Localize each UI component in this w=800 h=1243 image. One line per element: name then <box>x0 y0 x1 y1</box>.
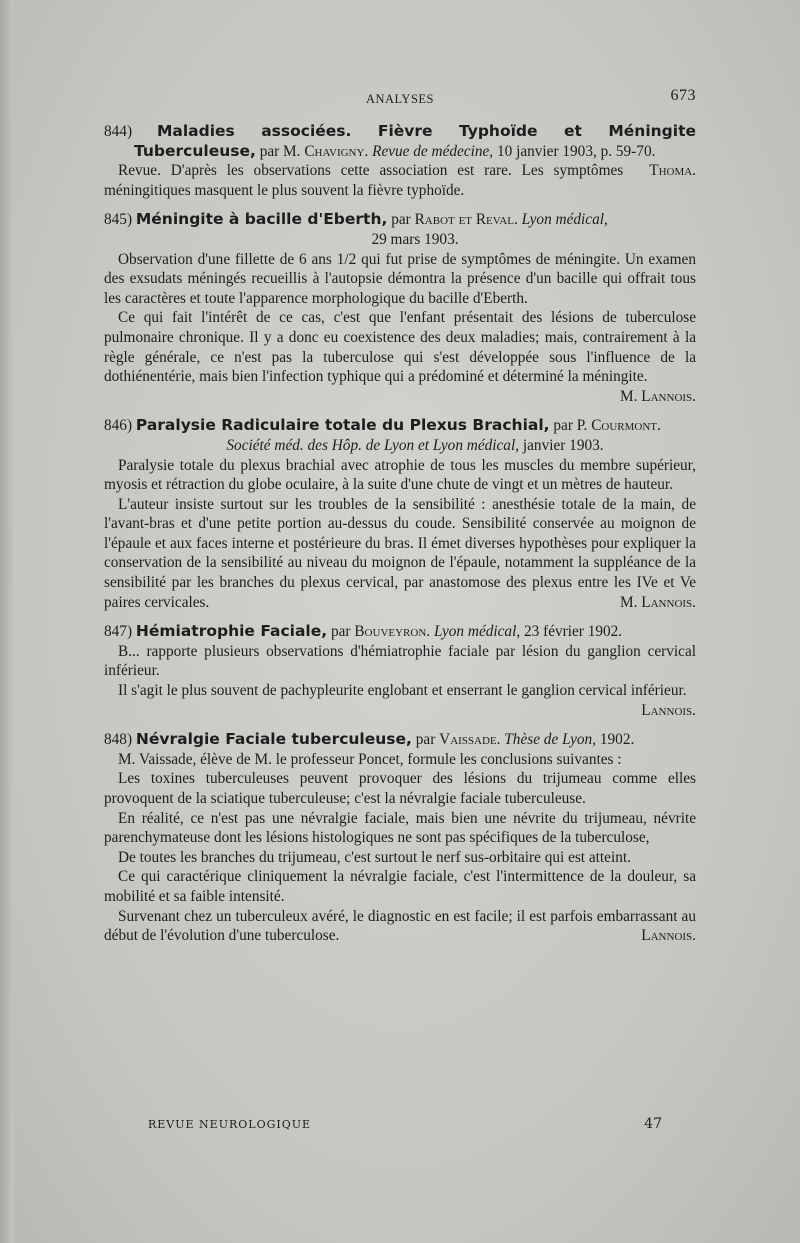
paragraph-text: Paralysie totale du plexus brachial avec atrophie de tous les muscles du membre supérieur, myosis et rétraction du globe oculaire, à la suite d'une chute de vingt et un mètres de hauteur. <box>104 456 696 494</box>
reviewer-signature: Thoma. <box>649 162 696 180</box>
abstract-entry <box>104 122 696 200</box>
entry-author: Rabot et Reval. <box>414 211 518 229</box>
reviewer-signature: Lannois. <box>641 927 696 945</box>
entry-title: Maladies associées. Fièvre Typhoïde et Méningite Tuberculeuse, <box>134 122 697 160</box>
entry-heading <box>104 622 696 642</box>
entry-paragraph <box>104 642 696 681</box>
entry-source: Thèse de Lyon, <box>504 731 597 749</box>
page-footer <box>148 1118 662 1131</box>
reviewer-signature: M. Lannois. <box>620 593 696 611</box>
entry-number: 844) <box>104 123 133 140</box>
entry-number: 846) <box>104 417 133 435</box>
entry-by: par <box>330 623 351 641</box>
entry-paragraph <box>104 769 696 808</box>
entry-paragraph <box>104 456 696 495</box>
entry-paragraph <box>104 750 696 770</box>
page-body <box>104 82 696 946</box>
entry-heading <box>104 730 696 750</box>
entry-paragraph <box>104 161 696 200</box>
entry-title: Névralgie Faciale tuberculeuse, <box>135 730 412 749</box>
page-number: 673 <box>670 87 696 104</box>
paragraph-text: Revue. D'après les observations cette association est rare. Les symptômes méningitiques masquent le plus souvent la fièvre typhoïde. <box>104 162 624 199</box>
reviewer-signature: M. Lannois. <box>620 387 696 405</box>
entry-details: 23 février 1902. <box>523 623 623 641</box>
entry-title: Méningite à bacille d'Eberth, <box>135 210 388 229</box>
entry-details: 1902. <box>599 731 635 749</box>
paragraph-text: Observation d'une fillette de 6 ans 1/2 qui fut prise de symptômes de méningite. Un examen des exsudats méningés recueillis à l'autopsie démontra la présence d'un bacille qui offrait tous les caractères et toute l'apparence morphologique du bacille d'Eberth. <box>104 250 696 307</box>
paragraph-text: Ce qui fait l'intérêt de ce cas, c'est que l'enfant présentait des lésions de tuberculose pulmonaire chronique. Il y a donc eu coexistence des deux maladies; mais, contrairement à la règle générale, ce n'est pas la tuberculose qui s'est développée sous l'influence de la dothiénentérie, mais bien l'infection typhique qui a prédominé et déterminé la méningite. <box>104 309 696 386</box>
entry-paragraph <box>104 848 696 868</box>
entry-by: par M. <box>259 142 301 160</box>
entry-paragraph <box>104 308 696 406</box>
entry-source: Lyon médical, <box>433 623 521 641</box>
entry-paragraph <box>104 250 696 309</box>
abstract-entry <box>104 730 696 946</box>
abstract-entry <box>104 622 696 720</box>
entry-paragraph <box>104 867 696 906</box>
entry-paragraph <box>104 495 696 613</box>
abstract-entry <box>104 210 696 406</box>
entry-source: Lyon médical, <box>521 211 608 229</box>
binding-edge <box>0 0 14 1243</box>
entry-source: Revue de médecine, <box>372 142 494 160</box>
entry-by: par P. <box>553 417 588 435</box>
entry-paragraph <box>104 681 696 720</box>
entry-by: par <box>391 211 411 229</box>
entry-by: par <box>415 731 436 749</box>
entry-author: Vaissade. <box>439 731 501 749</box>
entry-author: Courmont. <box>591 417 661 435</box>
reviewer-signature: Lannois. <box>641 701 696 719</box>
entry-heading <box>104 416 696 455</box>
entry-details: 10 janvier 1903, p. 59-70. <box>496 142 656 160</box>
abstract-entry <box>104 416 696 612</box>
entry-details: janvier 1903. <box>522 436 604 454</box>
entry-paragraph <box>104 907 696 946</box>
entry-author: Chavigny. <box>304 142 369 160</box>
running-head <box>104 82 696 112</box>
entry-heading <box>104 122 696 161</box>
paragraph-text: Ce qui caractérique cliniquement la névralgie faciale, c'est l'intermittence de la douleur, sa mobilité et sa faible intensité. <box>104 868 696 905</box>
entry-title: Hémiatrophie Faciale, <box>135 622 328 641</box>
entry-title: Paralysie Radiculaire totale du Plexus Brachial, <box>135 416 550 435</box>
entry-number: 847) <box>104 623 133 641</box>
sheet-number: 47 <box>644 1116 662 1132</box>
paragraph-text: L'auteur insiste surtout sur les troubles de la sensibilité : anesthésie totale de la main, de l'avant-bras et d'une petite portion au-dessus du coude. Sensibilité conservée au moignon de l'épaule et aux faces interne et postérieure du bras. Il émet diverses hypothèses pour expliquer la conservation de la sensibilité au niveau du moignon de l'épaule, notamment la suppléance de la sensibilité par les branches du plexus cervical, par anastomose des plexus entre les IVe et Ve paires cervicales. <box>104 495 696 611</box>
entry-heading <box>104 210 696 249</box>
paragraph-text: B... rapporte plusieurs observations d'hémiatrophie faciale par lésion du ganglion cervical inférieur. <box>104 642 696 680</box>
entry-author: Bouveyron. <box>354 623 431 641</box>
paragraph-text: Survenant chez un tuberculeux avéré, le diagnostic en est facile; il est parfois embarrassant au début de l'évolution d'une tuberculose. <box>104 907 696 945</box>
entry-source: Société méd. des Hôp. de Lyon et Lyon médical, <box>226 436 520 454</box>
entry-details: 29 mars 1903. <box>371 230 459 248</box>
entry-paragraph <box>104 809 696 848</box>
entry-number: 845) <box>104 211 133 229</box>
paragraph-text: Les toxines tuberculeuses peuvent provoquer des lésions du trijumeau comme elles provoquent de la sciatique tuberculeuse; c'est la névralgie faciale tuberculeuse. <box>104 770 696 807</box>
entry-number: 848) <box>104 731 133 749</box>
paragraph-text: De toutes les branches du trijumeau, c'est surtout le nerf sus-orbitaire qui est atteint. <box>118 848 631 866</box>
journal-name: REVUE NEUROLOGIQUE <box>148 1118 312 1131</box>
running-title: ANALYSES <box>365 92 435 106</box>
paragraph-text: En réalité, ce n'est pas une névralgie faciale, mais bien une névrite du trijumeau, névrite parenchymateuse dont les lésions histologiques ne sont pas spécifiques de la tuberculose, <box>104 809 696 847</box>
paragraph-text: M. Vaissade, élève de M. le professeur Poncet, formule les conclusions suivantes : <box>118 750 622 768</box>
paragraph-text: Il s'agit le plus souvent de pachypleurite englobant et enserrant le ganglion cervical inférieur. <box>118 682 687 700</box>
